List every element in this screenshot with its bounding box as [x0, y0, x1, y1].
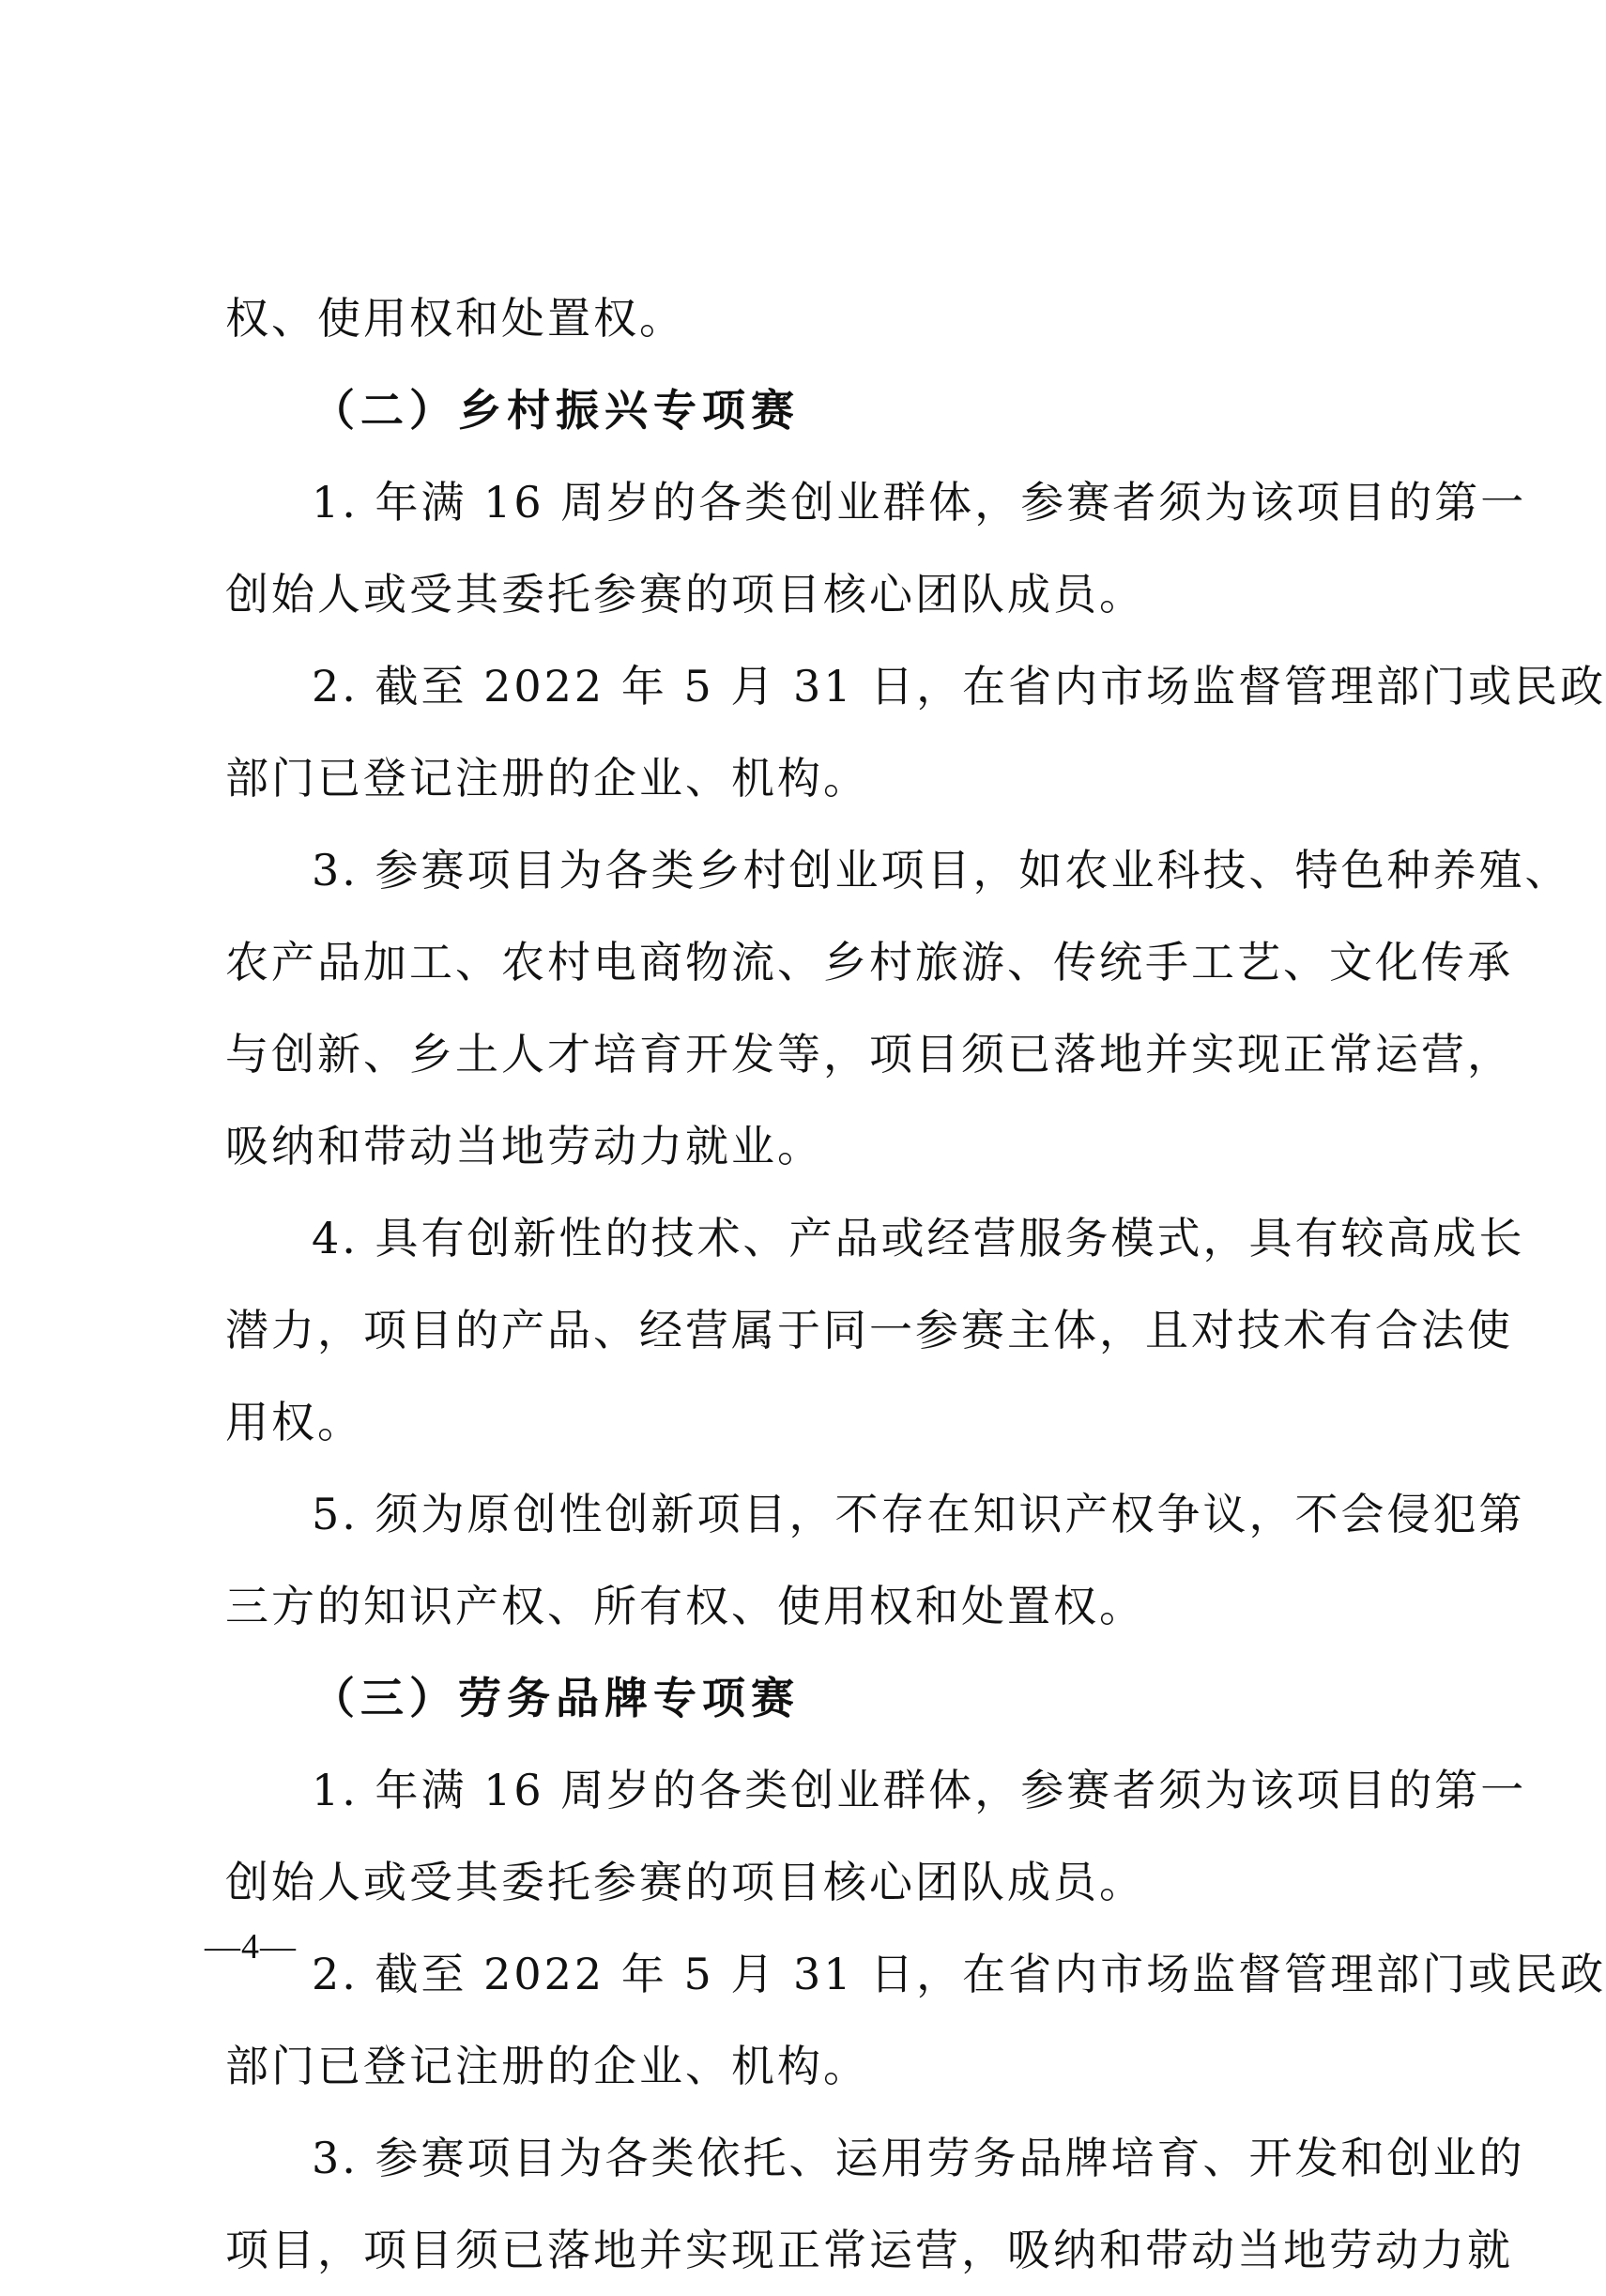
- paragraph-line: 项目，项目须已落地并实现正常运营，吸纳和带动当地劳动力就: [225, 2225, 1513, 2275]
- paragraph-line: 三方的知识产权、所有权、使用权和处置权。: [225, 1581, 1145, 1631]
- paragraph-first-line: 2. 截至 2022 年 5 月 31 日，在省内市场监督管理部门或民政: [312, 661, 1606, 712]
- page-number: —4—: [205, 1927, 297, 1967]
- paragraph-line: 权、使用权和处置权。: [225, 293, 685, 344]
- paragraph-line: 与创新、乡土人才培育开发等，项目须已落地并实现正常运营，: [225, 1029, 1513, 1079]
- paragraph-first-line: 3. 参赛项目为各类乡村创业项目，如农业科技、特色种养殖、: [312, 845, 1571, 895]
- paragraph-first-line: 5. 须为原创性创新项目，不存在知识产权争议，不会侵犯第: [312, 1489, 1525, 1539]
- paragraph-first-line: 4. 具有创新性的技术、产品或经营服务模式，具有较高成长: [312, 1213, 1525, 1263]
- paragraph-line: 创始人或受其委托参赛的项目核心团队成员。: [225, 569, 1145, 620]
- paragraph-line: 潜力，项目的产品、经营属于同一参赛主体，且对技术有合法使: [225, 1305, 1513, 1355]
- paragraph-first-line: 3. 参赛项目为各类依托、运用劳务品牌培育、开发和创业的: [312, 2133, 1525, 2183]
- paragraph-first-line: 2. 截至 2022 年 5 月 31 日，在省内市场监督管理部门或民政: [312, 1949, 1606, 1999]
- paragraph-first-line: 1. 年满 16 周岁的各类创业群体，参赛者须为该项目的第一: [312, 477, 1527, 528]
- paragraph-line: 部门已登记注册的企业、机构。: [225, 2041, 869, 2091]
- body-text: [225, 272, 1606, 2296]
- paragraph-line: 创始人或受其委托参赛的项目核心团队成员。: [225, 1857, 1145, 1907]
- section-heading: （二）乡村振兴专项赛: [312, 385, 800, 436]
- paragraph-first-line: 1. 年满 16 周岁的各类创业群体，参赛者须为该项目的第一: [312, 1765, 1527, 1815]
- section-heading: （三）劳务品牌专项赛: [312, 1673, 800, 1723]
- paragraph-line: 部门已登记注册的企业、机构。: [225, 753, 869, 804]
- paragraph-line: 用权。: [225, 1397, 363, 1447]
- paragraph-line: 农产品加工、农村电商物流、乡村旅游、传统手工艺、文化传承: [225, 937, 1513, 987]
- paragraph-line: 吸纳和带动当地劳动力就业。: [225, 1121, 823, 1171]
